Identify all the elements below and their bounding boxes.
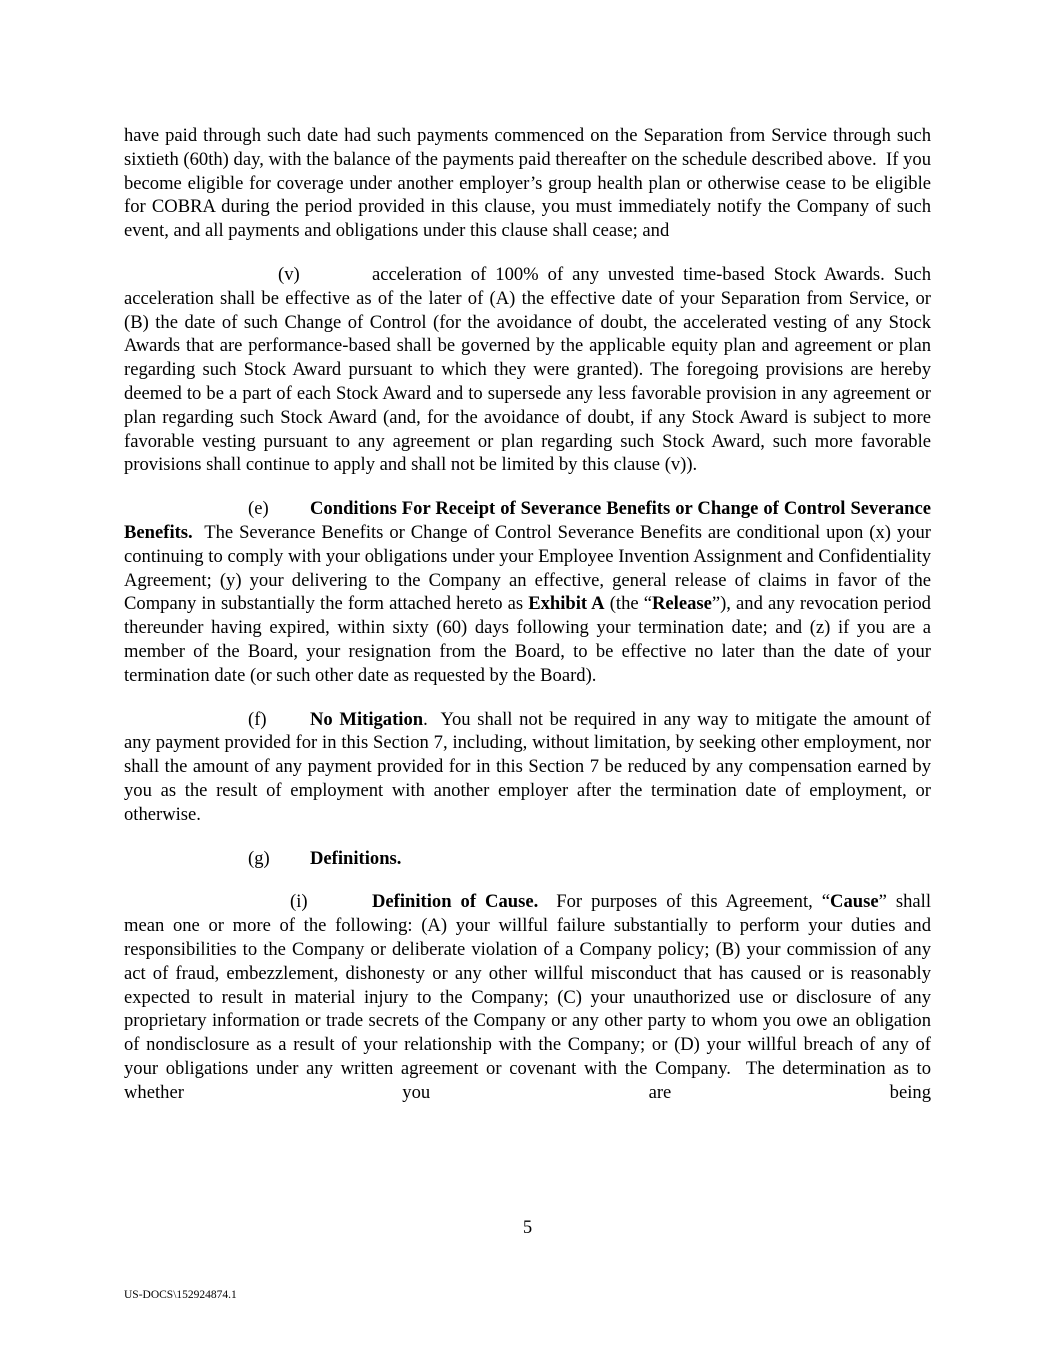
release-term: Release [651,593,712,615]
section-e-text-2: (the “ [604,593,652,615]
section-g-heading: Definitions. [310,847,402,869]
document-id: US-DOCS\152924874.1 [124,1289,237,1301]
clause-v-text: acceleration of 100% of any unvested time-based Stock Awards. Such acceleration shall be effective as of the later of (A) the effective date of your Separation from Service, or (B) the date of such Change of Control (for the avoidance of doubt, the accelerated vesting of any Stock Awards that are performance-based shall be governed by the applicable equity plan and agreement or plan regarding such Stock Award pursuant to which they were granted). The foregoing provisions are hereby deemed to be a part of each Stock Award and to supersede any less favorable provision in any agreement or plan regarding such Stock Award (and, for the avoidance of doubt, if any Stock Award is subject to more favorable vesting pursuant to any agreement or plan regarding such Stock Award, such more favorable provisions shall continue to apply and shall not be limited by this clause (v)). [124,263,931,476]
section-e-text-3: ”), and any revocation period thereunder having expired, within sixty (60) days following your termination date; and (z) if you are a member of the Board, your resignation from the Board, to be effective no later than the date of your termination date (or such other date as requested by the Board). [124,593,931,686]
paragraph-text: have paid through such date had such payments commenced on the Separation from Service through such sixtieth (60th) day, with the balance of the payments paid thereafter on the schedule described above. If you become eligible for coverage under another employer’s group health plan or otherwise cease to be eligible for COBRA during the period provided in this clause, you must immediately notify the Company of such event, and all payments and obligations under this clause shall cease; and [124,125,931,242]
paragraph-section-f [124,708,931,827]
section-marker-f: (f) [248,708,267,730]
clause-marker-v: (v) [278,263,300,285]
clause-i-text-2: ” shall mean one or more of the following: (A) your willful failure substantially to perform your duties and responsibilities to the Company or deliberate violation of a Company policy; (B) your commission of any act of fraud, embezzlement, dishonesty or any other willful misconduct that has caused or is reasonably expected to result in material injury to the Company; (C) your unauthorized use or disclosure of any proprietary information or trade secrets of the Company or any other party to whom you owe an obligation of nondisclosure as a result of your relationship with the Company; or (D) your willful breach of any of your obligations under any written agreement or covenant with the Company. The determination as to whether you are being [124,891,931,1103]
paragraph-cobra-continuation [124,124,931,243]
paragraph-clause-i [124,890,931,1104]
section-e-text-1: The Severance Benefits or Change of Control Severance Benefits are conditional upon (x) your continuing to comply with your obligations under your Employee Invention Assignment and Confidentiality Agreement; (y) your delivering to the Company an effective, general release of claims in favor of the Company in substantially the form attached hereto as [124,521,931,615]
section-f-heading: No Mitigation [310,708,424,730]
section-f-text: . You shall not be required in any way to mitigate the amount of any payment provided for in this Section 7, including, without limitation, by seeking other employment, nor shall the amount of any payment provided for in this Section 7 be reduced by any compensation earned by you as the result of employment with another employer after the termination date of employment, or otherwise. [124,708,931,825]
section-marker-g: (g) [248,847,270,869]
clause-marker-i: (i) [290,891,308,913]
page-number: 5 [522,1217,533,1238]
section-e-heading: Conditions For Receipt of Severance Benefits or Change of Control Severance Benefits. [124,498,931,543]
paragraph-section-g [124,847,931,871]
exhibit-a-term: Exhibit A [528,593,605,615]
document-body [124,124,931,1104]
clause-i-heading: Definition of Cause. [372,891,539,913]
section-marker-e: (e) [248,498,269,520]
clause-i-text-1: For purposes of this Agreement, “ [538,891,831,913]
cause-term: Cause [830,891,879,913]
paragraph-section-e [124,497,931,687]
paragraph-clause-v [124,263,931,477]
